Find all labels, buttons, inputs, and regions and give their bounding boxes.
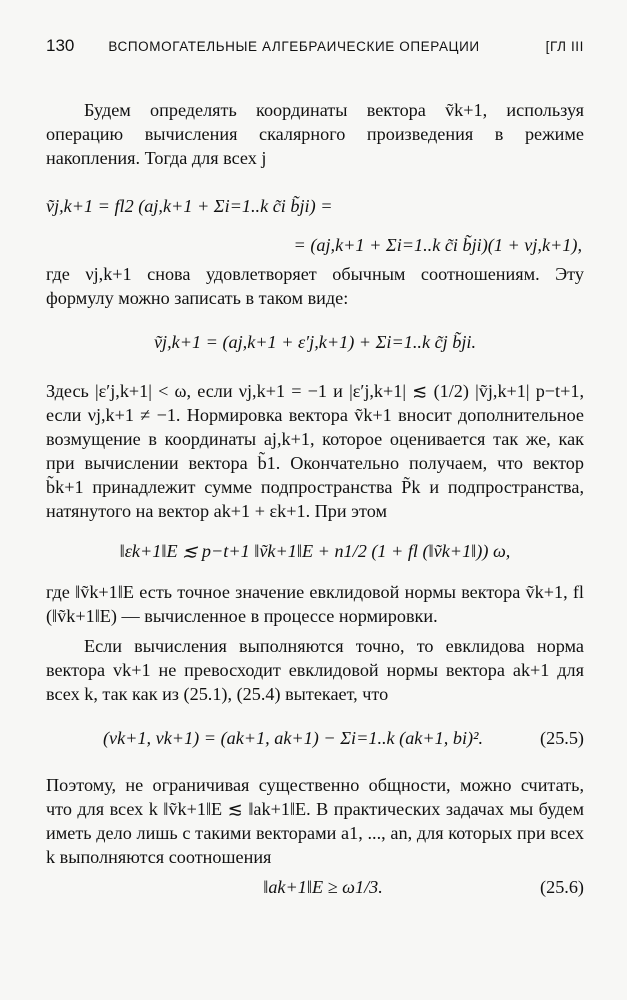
book-page <box>46 36 584 898</box>
equation-tag-25-5: (25.5) <box>540 728 584 748</box>
formula-2: ṽj,k+1 = (aj,k+1 + ε′j,k+1) + Σi=1..k c̃j b̃ji. <box>153 332 476 352</box>
paragraph-4: где ‖ṽk+1‖E есть точное значение евклидовой нормы вектора ṽk+1, fl (‖ṽk+1‖E) — вычисленное в процессе нормировки. <box>46 582 584 626</box>
page-number: 130 <box>46 36 75 55</box>
paragraph-6: Поэтому, не ограничивая существенно общности, можно считать, что для всех k ‖ṽk+1‖E ≲ ‖ak+1‖E. В практических задачах мы будем иметь дело лишь с такими векторами a1, ..., an, для которых при всех k выполняются соотношения <box>46 775 584 867</box>
formula-1-line-1: ṽj,k+1 = fl2 (aj,k+1 + Σi=1..k c̃i b̃ji) = <box>46 196 333 216</box>
paragraph-1: Будем определять координаты вектора ṽk+1, используя операцию вычисления скалярного произведения в режиме накопления. Тогда для всех j <box>46 100 584 168</box>
equation-25-5 <box>46 728 584 749</box>
formula-3: ‖εk+1‖E ≲ p−t+1 ‖ṽk+1‖E + n1/2 (1 + fl (‖ṽk+1‖)) ω, <box>119 541 511 561</box>
formula-5: ‖ak+1‖E ≥ ω1/3. <box>263 877 383 897</box>
chapter-label: [ГЛ III <box>545 39 584 54</box>
page-header <box>46 36 584 56</box>
paragraph-2: где νj,k+1 снова удовлетворяет обычным соотношениям. Эту формулу можно записать в таком виде: <box>46 264 584 308</box>
running-title: ВСПОМОГАТЕЛЬНЫЕ АЛГЕБРАИЧЕСКИЕ ОПЕРАЦИИ <box>108 39 480 54</box>
equation-tag-25-6: (25.6) <box>540 877 584 897</box>
paragraph-3: Здесь |ε′j,k+1| < ω, если νj,k+1 = −1 и |ε′j,k+1| ≲ (1/2) |ṽj,k+1| p−t+1, если νj,k+1 ≠ −1. Нормировка вектора ṽk+1 вносит дополнительное возмущение в координаты aj,k+1, которое оценивается так же, как при вычислении вектора b̃1. Окончательно получаем, что вектор b̃k+1 принадлежит сумме подпространства P̃k и подпространства, натянутого на вектор ak+1 + εk+1. При этом <box>46 381 584 521</box>
equation-25-6 <box>46 877 584 898</box>
formula-4: (vk+1, vk+1) = (ak+1, ak+1) − Σi=1..k (ak+1, bi)². <box>102 728 484 748</box>
formula-1-line-2: = (aj,k+1 + Σi=1..k c̃i b̃ji)(1 + νj,k+1), <box>293 235 582 255</box>
paragraph-5: Если вычисления выполняются точно, то евклидова норма вектора vk+1 не превосходит евклидовой нормы вектора ak+1 для всех k, так как из (25.1), (25.4) вытекает, что <box>46 636 584 704</box>
